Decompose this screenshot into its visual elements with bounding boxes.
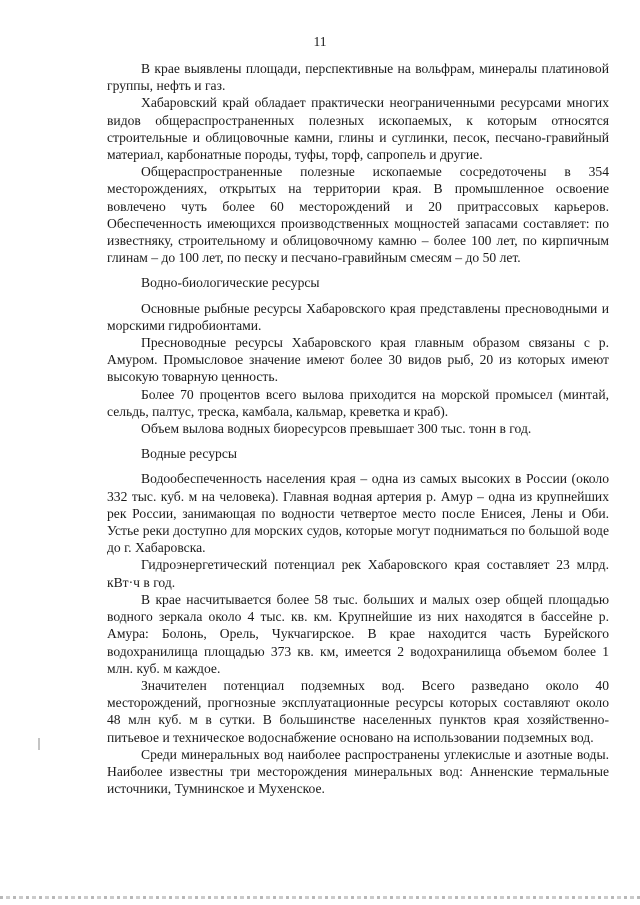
- paragraph-deposits: Общераспространенные полезные ископаемые сосредоточены в 354 месторождениях, открытых на территории края. В промышленное освоение вовлечено чуть более 60 месторождений и 20 притрассовых карьеров. Обеспеченность имеющихся производственных мощностей запасами составляет: по известняку, строительному и облицовочному камню – более 100 лет, по кирпичным глинам – до 100 лет, по песку и песчано-гравийным смесям – до 50 лет.: [107, 164, 609, 266]
- paragraph-mineral-waters: Среди минеральных вод наиболее распространены углекислые и азотные воды. Наиболее известны три месторождения минеральных вод: Анненские термальные источники, Тумнинское и Мухенское.: [107, 746, 609, 797]
- scan-artifact-line: [0, 896, 640, 899]
- paragraph-common-minerals: Хабаровский край обладает практически неограниченными ресурсами многих видов общераспространенных полезных ископаемых, к которым относятся строительные и облицовочные камни, глины и суглинки, песок, песчано-гравийный материал, карбонатные породы, туфы, торф, сапропель и другие.: [107, 95, 609, 163]
- paragraph-groundwater: Значителен потенциал подземных вод. Всего разведано около 40 месторождений, прогнозные эксплуатационные ресурсы которых составляют около 48 млн куб. м в сутки. В большинстве населенных пунктов края хозяйственно-питьевое и техническое водоснабжение основано на использовании подземных вод.: [107, 677, 609, 745]
- section-heading-water: Водные ресурсы: [141, 446, 238, 462]
- scan-speck: [38, 738, 40, 750]
- paragraph-lakes: В крае насчитывается более 58 тыс. больших и малых озер общей площадью водного зеркала около 4 тыс. кв. км. Крупнейшие из них находятся в бассейне р. Амура: Болонь, Орель, Чукчагирское. В крае находится часть Бурейского водохранилища площадью 373 кв. км, имеется 2 водохранилища объемом более 1 млн. куб. м каждое.: [107, 591, 609, 676]
- paragraph-hydro-potential: Гидроэнергетический потенциал рек Хабаровского края составляет 23 млрд. кВт·ч в год.: [107, 557, 609, 590]
- paragraph-water-supply: Водообеспеченность населения края – одна из самых высоких в России (около 332 тыс. куб. м на человека). Главная водная артерия р. Амур – одна из крупнейших рек России, занимающая по водности четвертое место после Енисея, Лены и Оби. Устье реки доступно для морских судов, которые могут подниматься по большой воде до г. Хабаровска.: [107, 471, 609, 556]
- paragraph-fish-resources: Основные рыбные ресурсы Хабаровского края представлены пресноводными и морскими гидробионтами.: [107, 300, 609, 333]
- document-body: [107, 60, 609, 797]
- paragraph-freshwater: Пресноводные ресурсы Хабаровского края главным образом связаны с р. Амуром. Промысловое значение имеют более 30 видов рыб, 20 из которых имеют высокую товарную ценность.: [107, 335, 609, 385]
- paragraph-catch-volume: Объем вылова водных биоресурсов превышает 300 тыс. тонн в год.: [141, 421, 532, 437]
- paragraph-tungsten: В крае выявлены площади, перспективные на вольфрам, минералы платиновой группы, нефть и газ.: [107, 61, 609, 94]
- paragraph-sea-catch: Более 70 процентов всего вылова приходится на морской промысел (минтай, сельдь, палтус, треска, камбала, кальмар, креветка и краб).: [107, 386, 609, 419]
- page-number: 11: [313, 34, 327, 49]
- section-heading-water-bio: Водно-биологические ресурсы: [141, 275, 320, 291]
